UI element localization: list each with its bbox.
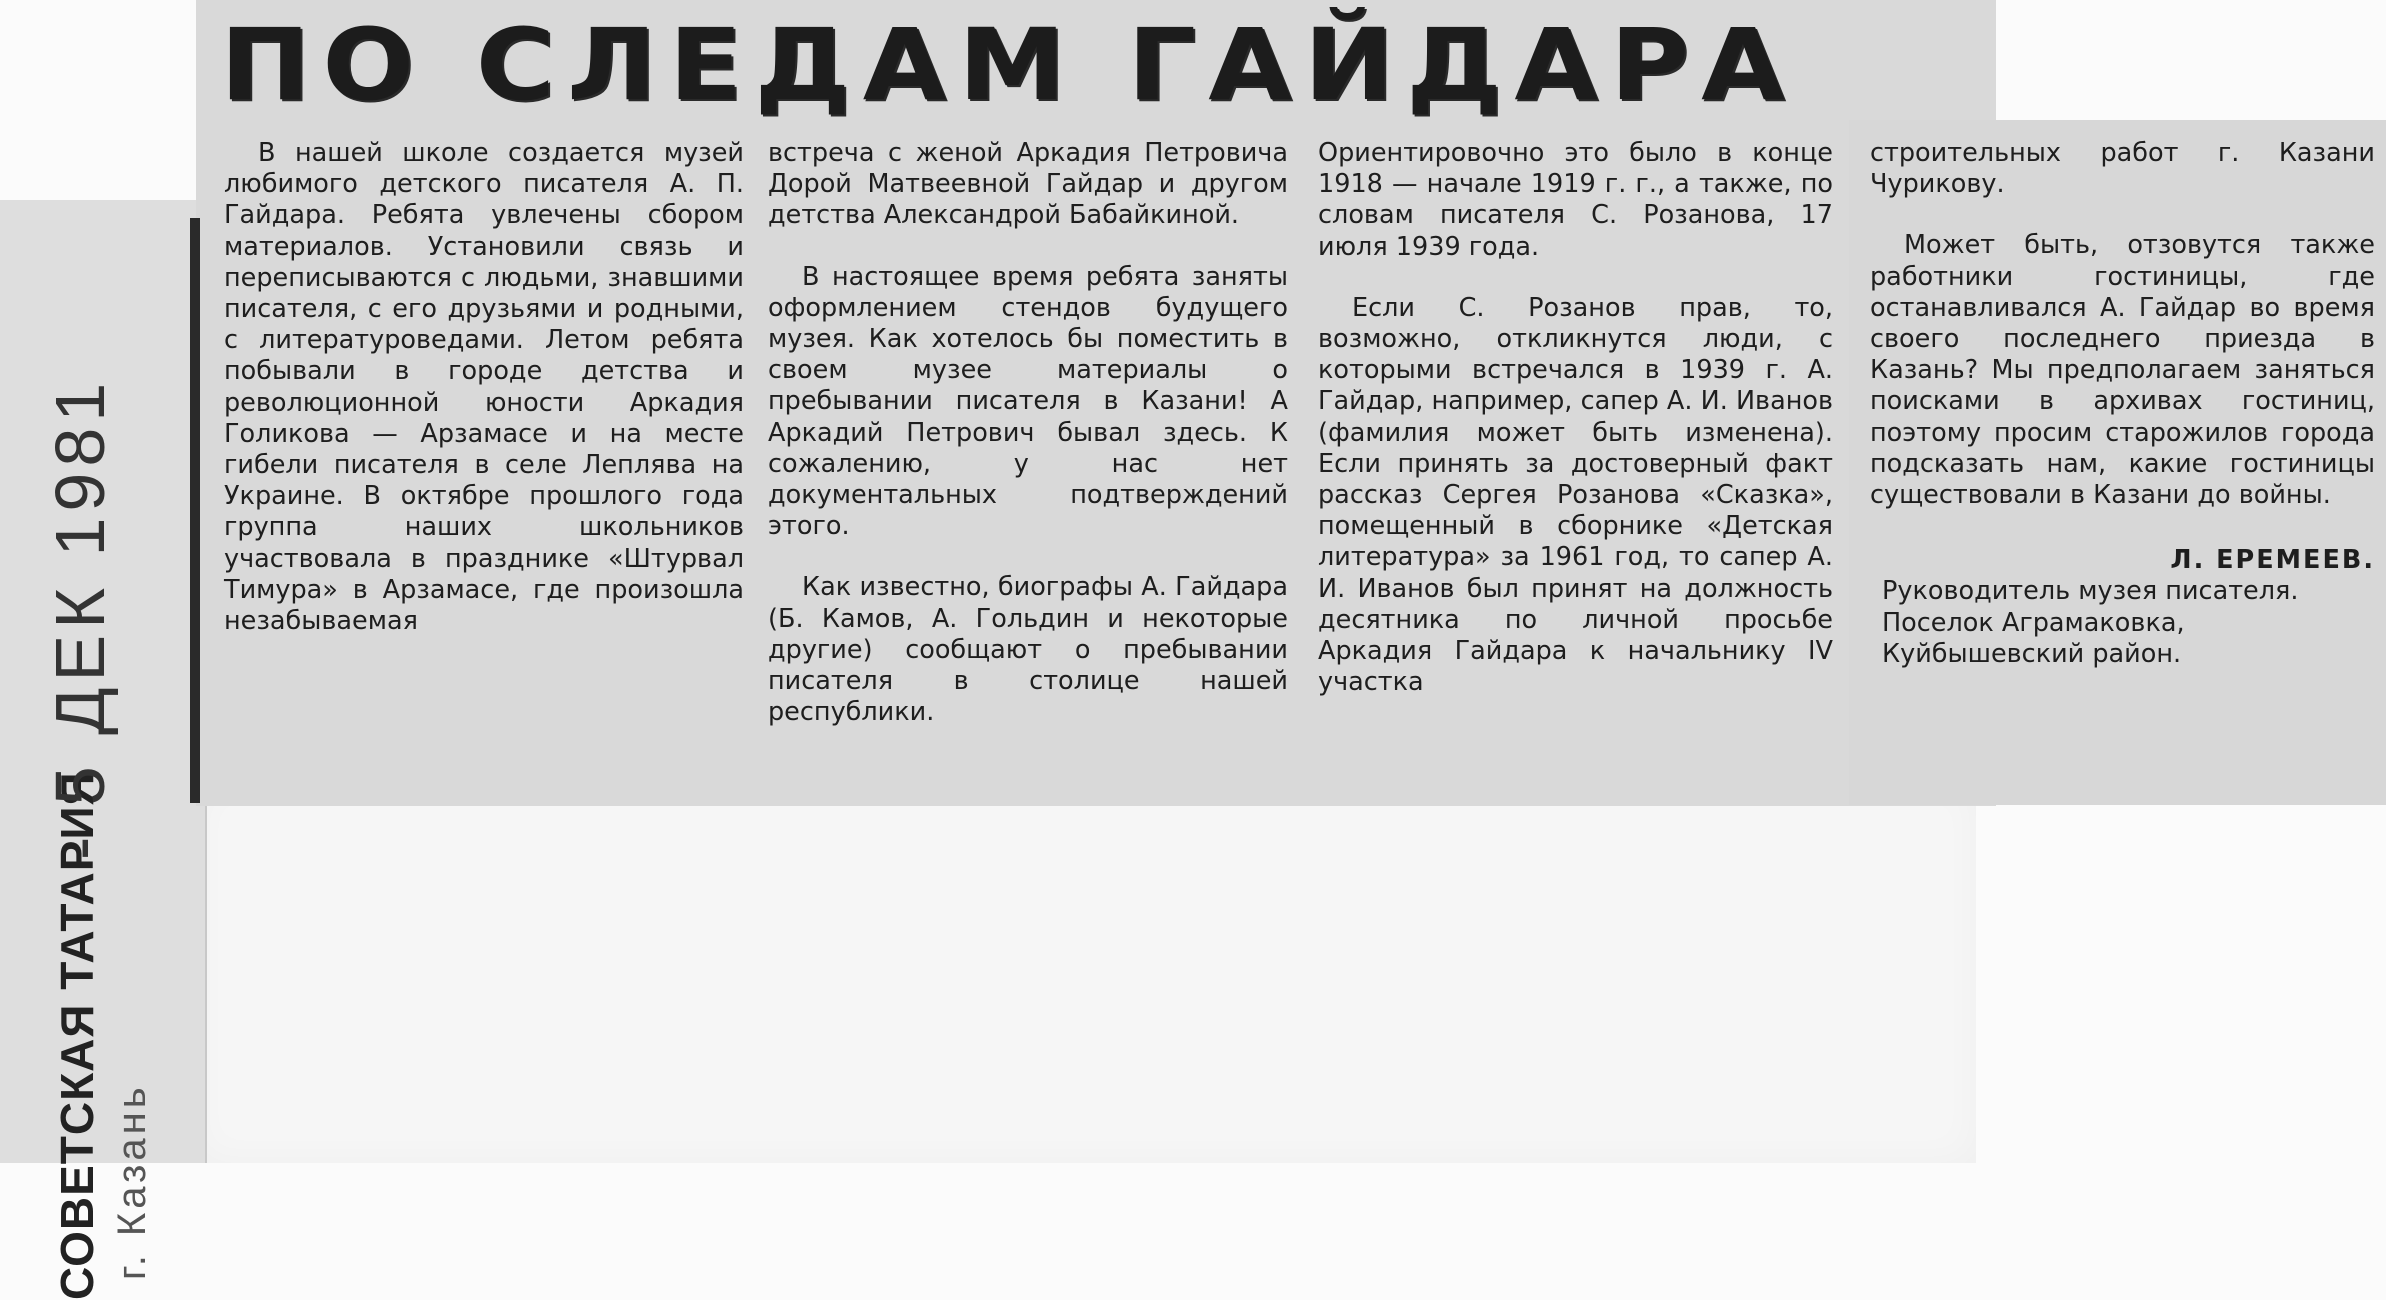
article-column-1	[224, 138, 744, 637]
paragraph: Может быть, отзовутся также работники гостиницы, где останавливался А. Гайдар во время своего последнего приезда в Казань? Мы предполагаем заняться поисками в архивах гостиниц, поэтому просим старожилов города подсказать нам, какие гостиницы существовали в Казани до войны.	[1870, 230, 2375, 511]
stamp-strip	[0, 200, 207, 1300]
paragraph: встреча с женой Аркадия Петровича Дорой Матвеевной Гайдар и другом детства Александрой Бабайкиной.	[768, 138, 1288, 231]
paragraph: строительных работ г. Казани Чурикову.	[1870, 138, 2375, 200]
stamp-date: - 5 ДЕК 1981	[41, 376, 119, 860]
paragraph: Если С. Розанов прав, то, возможно, откликнутся люди, с которыми встречался в 1939 г. А. Гайдар, например, сапер А. И. Иванов (фамилия может быть изменена). Если принять за достоверный факт рассказ Сергея Розанова «Сказка», помещенный в сборнике «Детская литература» за 1961 год, то сапер А. И. Иванов был принят на должность десятника по личной просьбе Аркадия Гайдара к начальнику IV участка	[1318, 292, 1833, 698]
paragraph: Ориентировочно это было в конце 1918 — начале 1919 г. г., а также, по словам писателя С. Розанова, 17 июля 1939 года.	[1318, 138, 1833, 262]
column-rule	[190, 218, 200, 803]
paragraph: В нашей школе создается музей любимого детского писателя А. П. Гайдара. Ребята увлечены сбором материалов. Установили связь и переписываются с людьми, знавшими писателя, с его друзьями и родными, с литературоведами. Летом ребята побывали в городе детства и революционной юности Аркадия Голикова — Арзамасе и на месте гибели писателя в селе Леплява на Украине. В октябре прошлого года группа наших школьников участвовала в празднике «Штурвал Тимура» в Арзамасе, где произошла незабываемая	[224, 138, 744, 637]
paragraph: В настоящее время ребята заняты оформлением стендов будущего музея. Как хотелось бы поместить в своем музее материалы о пребывании писателя в Казани! А Аркадий Петрович бывал здесь. К сожалению, у нас нет документальных подтверждений этого.	[768, 261, 1288, 542]
author-signature: Л. ЕРЕМЕЕВ.	[2170, 545, 2375, 576]
author-position: Руководитель музея писателя.	[1882, 576, 2299, 607]
paragraph: Как известно, биографы А. Гайдара (Б. Камов, А. Гольдин и некоторые другие) сообщают о пребывании писателя в столице нашей республики.	[768, 572, 1288, 728]
stamp-city: г. Казань	[110, 1083, 154, 1280]
article-headline: ПО СЛЕДАМ ГАЙДАРА	[220, 8, 1797, 123]
article-column-3	[1318, 138, 1833, 698]
backing-paper	[196, 780, 1976, 1163]
article-column-4	[1870, 138, 2375, 670]
article-column-2	[768, 138, 1288, 728]
stamp-newspaper-name: СОВЕТСКАЯ ТАТАРИЯ	[51, 771, 103, 1300]
author-place: Поселок Аграмаковка, Куйбышевский район.	[1882, 607, 2185, 669]
